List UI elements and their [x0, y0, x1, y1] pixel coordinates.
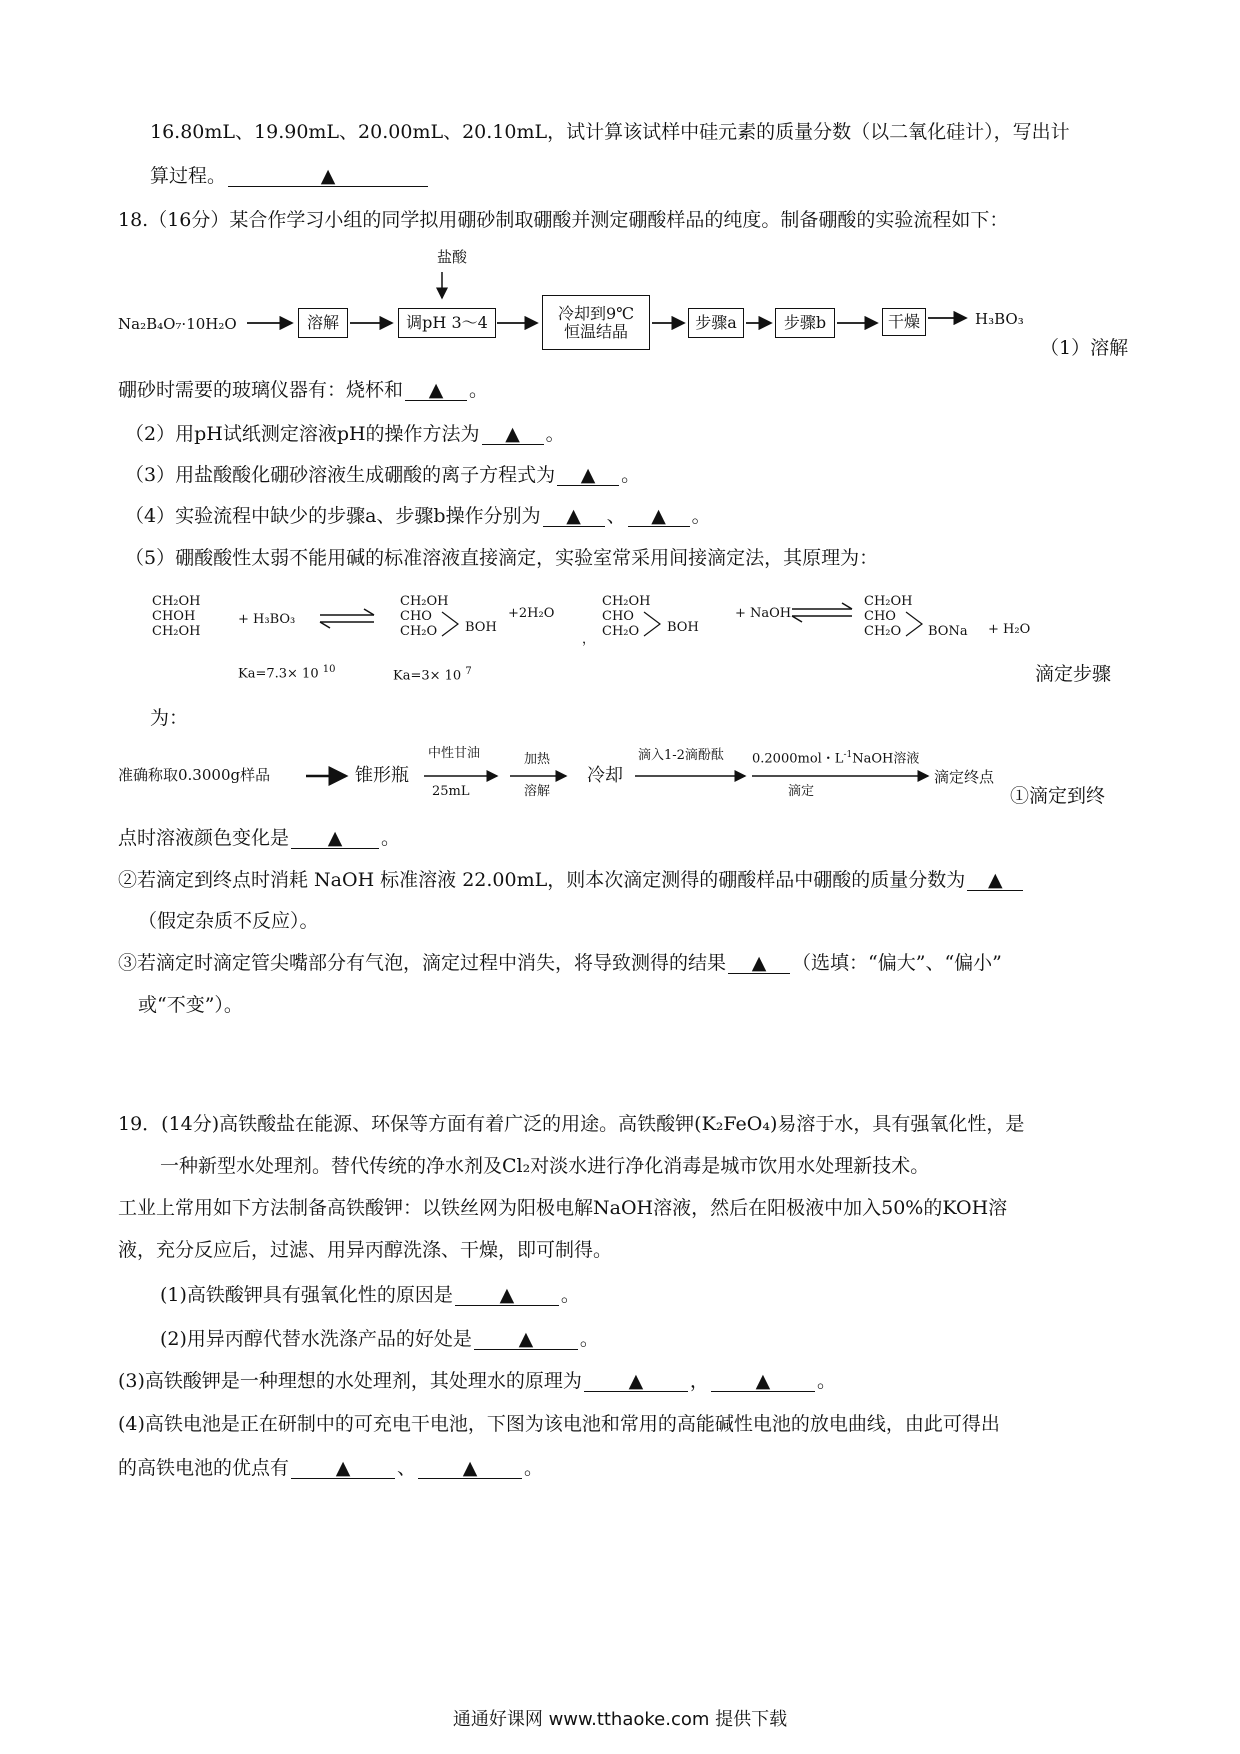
answer-blank[interactable]: ▲ [405, 380, 467, 401]
answer-blank[interactable]: ▲ [557, 465, 619, 486]
question-18-title: 18.（16分）某合作学习小组的同学拟用硼砂制取硼酸并测定硼酸样品的纯度。制备硼酸的实验流程如下： [118, 209, 1009, 231]
answer-blank[interactable]: ▲ [418, 1458, 522, 1479]
flow2-volume: 25mL [432, 784, 470, 799]
line-calc-process: 算过程。 ▲ [150, 164, 430, 188]
q18-5: （5）硼酸酸性太弱不能用碱的标准溶液直接滴定，实验室常采用间接滴定法，其原理为： [125, 547, 879, 569]
footer: 通通好课网 www.tthaoke.com 提供下载 [452, 1709, 788, 1730]
eq-plus-h3bo3: + H₃BO₃ [238, 612, 296, 627]
flow1-box-dissolve: 溶解 [298, 308, 348, 338]
flow2-flask: 锥形瓶 [355, 765, 409, 786]
answer-blank[interactable]: ▲ [474, 1329, 578, 1350]
flow1-box-cool: 冷却到9℃ 恒温结晶 [542, 295, 650, 350]
flow1-box-step-a: 步骤a [688, 308, 744, 338]
answer-blank[interactable]: ▲ [628, 506, 690, 527]
boric-ester-formula-2: CH₂OH CHO CH₂O [602, 594, 651, 639]
q19-1: (1)高铁酸钾具有强氧化性的原因是 ▲ 。 [160, 1284, 580, 1306]
sodium-ester-formula: CH₂OH CHO CH₂O [864, 594, 913, 639]
q18-1-part-a: （1）溶解 [1040, 337, 1129, 359]
answer-blank[interactable]: ▲ [482, 424, 544, 445]
boric-ester-formula: CH₂OH CHO CH₂O [400, 594, 449, 639]
answer-blank[interactable]: ▲ [967, 870, 1023, 891]
answer-blank[interactable]: ▲ [728, 953, 790, 974]
answer-blank[interactable]: ▲ [543, 506, 605, 527]
eq-boh-2: BOH [667, 620, 699, 635]
q18-5-3-options: 或“不变”）。 [138, 994, 243, 1016]
flow2-naoh: 0.2000mol・$L^{-1}NaOH$溶液 [752, 750, 920, 767]
answer-blank[interactable]: ▲ [584, 1371, 688, 1392]
flow2-cool: 冷却 [587, 765, 623, 786]
eq-plus-2h2o: +2H₂O [508, 606, 555, 621]
q19-4: (4)高铁电池是正在研制中的可充电干电池，下图为该电池和常用的高能碱性电池的放电曲线，由此可得出 [118, 1413, 1000, 1435]
q19-2: (2)用异丙醇代替水洗涤产品的好处是 ▲ 。 [160, 1328, 599, 1350]
eq-boh-1: BOH [465, 620, 497, 635]
flow1-box-step-b: 步骤b [775, 308, 835, 338]
flow1-box-dry: 干燥 [882, 308, 926, 336]
titration-steps-label: 滴定步骤 [1035, 663, 1112, 685]
q18-4: （4）实验流程中缺少的步骤a、步骤b操作分别为 ▲ 、 ▲ 。 [125, 505, 711, 527]
ka-value-1: Ka=7.3× 10 $^{10}$ [238, 664, 336, 682]
answer-blank[interactable]: ▲ [291, 828, 379, 849]
flow2-phenolphthalein: 滴入1-2滴酚酞 [638, 748, 724, 763]
ka-value-2: Ka=3× 10 $^7$ [393, 666, 472, 684]
q18-5-1: 点时溶液颜色变化是 ▲ 。 [118, 827, 401, 849]
flow1-end: H₃BO₃ [975, 310, 1024, 328]
q18-5-1-start: ①滴定到终 [1010, 785, 1106, 807]
eq-bona: BONa [928, 624, 968, 639]
eq-plus-h2o: + H₂O [988, 622, 1031, 637]
q18-3: （3）用盐酸酸化硼砂溶液生成硼酸的离子方程式为 ▲ 。 [125, 464, 641, 486]
flow2-glycerol: 中性甘油 [428, 746, 481, 761]
q19-intro-4: 液，充分反应后，过滤、用异丙醇洗涤、干燥，即可制得。 [118, 1239, 613, 1261]
q18-5-3: ③若滴定时滴定管尖嘴部分有气泡，滴定过程中消失，将导致测得的结果 ▲ （选填：“偏大”、“偏小” [118, 952, 1002, 974]
eq-separator: ， [582, 632, 596, 647]
q18-1: 硼砂时需要的玻璃仪器有：烧杯和 ▲ 。 [118, 379, 489, 401]
flow1-start: Na₂B₄O₇·10H₂O [118, 315, 237, 333]
glycerol-formula: CH₂OH CHOH CH₂OH [152, 594, 201, 639]
answer-blank[interactable]: ▲ [228, 166, 428, 187]
titration-steps-label-cont: 为： [150, 707, 189, 729]
flow1-box-adjust-ph: 调pH 3～4 [398, 308, 496, 338]
q19-intro-3: 工业上常用如下方法制备高铁酸钾：以铁丝网为阳极电解NaOH溶液，然后在阳极液中加入50%的KOH溶 [118, 1197, 1008, 1219]
flow2-arrows [0, 0, 1240, 820]
q19-4-answer: 的高铁电池的优点有 ▲ 、 ▲ 。 [118, 1457, 544, 1479]
answer-blank[interactable]: ▲ [711, 1371, 815, 1392]
flow1-reagent: 盐酸 [437, 248, 468, 266]
flow2-heat: 加热 [524, 752, 551, 767]
q19-intro-2: 一种新型水处理剂。替代传统的净水剂及Cl₂对淡水进行净化消毒是城市饮用水处理新技术。 [160, 1155, 930, 1177]
q18-2: （2）用pH试纸测定溶液pH的操作方法为 ▲ 。 [125, 423, 565, 445]
q18-5-2: ②若滴定到终点时消耗 NaOH 标准溶液 22.00mL，则本次滴定测得的硼酸样品中硼酸的质量分数为 ▲ [118, 868, 1025, 892]
flow2-end: 滴定终点 [934, 768, 995, 786]
answer-blank[interactable]: ▲ [455, 1285, 559, 1306]
question-19-title: 19．(14分)高铁酸盐在能源、环保等方面有着广泛的用途。高铁酸钾(K₂FeO₄)易溶于水，具有强氧化性，是 [118, 1113, 1025, 1135]
flow2-dissolve: 溶解 [524, 784, 551, 799]
q19-3: (3)高铁酸钾是一种理想的水处理剂，其处理水的原理为 ▲ ， ▲ 。 [118, 1370, 836, 1392]
eq-plus-naoh: + NaOH [735, 606, 792, 621]
answer-blank[interactable]: ▲ [291, 1458, 395, 1479]
flow2-start: 准确称取0.3000g样品 [118, 766, 271, 784]
q18-5-2-note: （假定杂质不反应）。 [138, 910, 319, 932]
line-si-volumes: 16.80mL、19.90mL、20.00mL、20.10mL，试计算该试样中硅元素的质量分数（以二氧化硅计），写出计 [150, 121, 1070, 143]
flow2-titrate: 滴定 [788, 784, 815, 799]
